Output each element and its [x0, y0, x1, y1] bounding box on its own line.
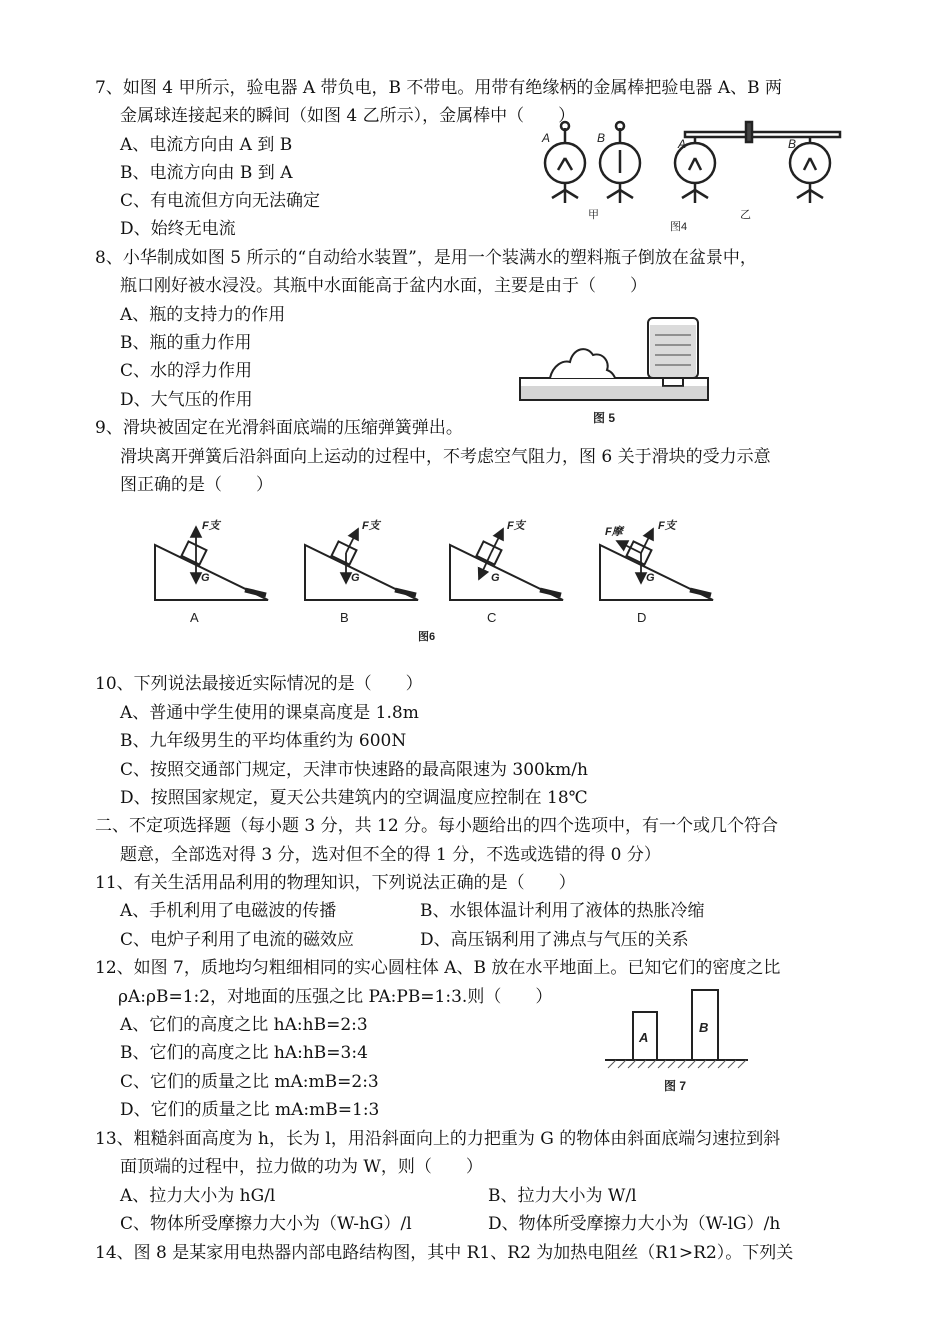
- q11-option-c: C、电炉子利用了电流的磁效应: [120, 930, 355, 950]
- q11-stem: 11、有关生活用品利用的物理知识，下列说法正确的是（ ）: [95, 873, 576, 893]
- fig7-label-a: A: [639, 1030, 649, 1045]
- fig6-label-c: C: [487, 610, 497, 625]
- fig6-caption: 图6: [418, 631, 436, 643]
- q12-option-a: A、它们的高度之比 hA:hB=2:3: [120, 1015, 368, 1035]
- q7-option-b: B、电流方向由 B 到 A: [120, 163, 293, 183]
- q8-stem-line1: 8、小华制成如图 5 所示的“自动给水装置”，是用一个装满水的塑料瓶子倒放在盆景中，: [95, 248, 757, 268]
- q12-stem-line1: 12、如图 7，质地均匀粗细相同的实心圆柱体 A、B 放在水平地面上。已知它们的密度之比: [95, 958, 781, 978]
- section2-line1: 二、不定项选择题（每小题 3 分，共 12 分。每小题给出的四个选项中，有一个或几个符合: [95, 816, 779, 836]
- fig4-label-b2: B: [788, 137, 797, 151]
- fig6-label-d: D: [637, 610, 647, 625]
- q14-stem-line1: 14、图 8 是某家用电热器内部电路结构图，其中 R1、R2 为加热电阻丝（R1>R2）。下列关: [95, 1243, 794, 1263]
- q7-option-d: D、始终无电流: [120, 219, 236, 239]
- q12-option-c: C、它们的质量之比 mA:mB=2:3: [120, 1072, 379, 1092]
- q12-stem-line2: ρA:ρB=1:2，对地面的压强之比 PA:PB=1:3.则（ ）: [118, 987, 553, 1007]
- fig6c-g: G: [491, 572, 500, 584]
- q10-option-b: B、九年级男生的平均体重约为 600N: [120, 731, 407, 751]
- fig5-caption: 图 5: [593, 411, 616, 425]
- fig6b-fsupport: F支: [362, 520, 380, 532]
- q13-option-b: B、拉力大小为 W/l: [488, 1186, 637, 1206]
- q9-stem-line1: 9、滑块被固定在光滑斜面底端的压缩弹簧弹出。: [95, 418, 463, 438]
- fig6a-fsupport: F支: [202, 520, 220, 532]
- fig6b-g: G: [351, 572, 360, 584]
- q7-stem-line1: 7、如图 4 甲所示，验电器 A 带负电，B 不带电。用带有绝缘柄的金属棒把验电器 A、B 两: [95, 78, 782, 98]
- fig6d-ffric: F摩: [605, 526, 623, 538]
- q12-option-b: B、它们的高度之比 hA:hB=3:4: [120, 1043, 368, 1063]
- q10-option-c: C、按照交通部门规定，天津市快速路的最高限速为 300km/h: [120, 760, 588, 780]
- fig4-label-a2: A: [678, 137, 687, 151]
- q7-option-a: A、电流方向由 A 到 B: [120, 135, 293, 155]
- figure-6-force-diagrams: [150, 515, 730, 645]
- q8-option-b: B、瓶的重力作用: [120, 333, 252, 353]
- q13-stem-line2: 面顶端的过程中，拉力做的功为 W，则（ ）: [120, 1157, 483, 1177]
- q9-stem-line2: 滑块离开弹簧后沿斜面向上运动的过程中，不考虑空气阻力，图 6 关于滑块的受力示意: [120, 447, 771, 467]
- q12-option-d: D、它们的质量之比 mA:mB=1:3: [120, 1100, 380, 1120]
- q11-option-a: A、手机利用了电磁波的传播: [120, 901, 337, 921]
- fig4-jia: 甲: [588, 209, 599, 221]
- q8-stem-line2: 瓶口刚好被水浸没。其瓶中水面能高于盆内水面，主要是由于（ ）: [120, 276, 647, 296]
- q13-option-c: C、物体所受摩擦力大小为（W-hG）/l: [120, 1214, 412, 1234]
- fig6-label-a: A: [190, 610, 199, 625]
- q8-option-d: D、大气压的作用: [120, 390, 253, 410]
- q13-stem-line1: 13、粗糙斜面高度为 h，长为 l，用沿斜面向上的力把重为 G 的物体由斜面底端匀速拉到斜: [95, 1129, 781, 1149]
- fig6d-fsupport: F支: [658, 520, 676, 532]
- q9-stem-line3: 图正确的是（ ）: [120, 475, 273, 495]
- q11-option-b: B、水银体温计利用了液体的热胀冷缩: [420, 901, 705, 921]
- section2-line2: 题意，全部选对得 3 分，选对但不全的得 1 分，不选或选错的得 0 分）: [120, 845, 661, 865]
- fig6a-g: G: [201, 572, 210, 584]
- q13-option-a: A、拉力大小为 hG/l: [120, 1186, 276, 1206]
- figure-5-water-device: [515, 310, 715, 428]
- fig4-label-a: A: [542, 131, 551, 145]
- q7-option-c: C、有电流但方向无法确定: [120, 191, 321, 211]
- figure-4-electroscopes: [530, 118, 850, 236]
- fig7-label-b: B: [699, 1020, 709, 1035]
- figure-7-cylinders: [600, 980, 755, 1098]
- fig7-caption: 图 7: [664, 1079, 687, 1093]
- q10-option-a: A、普通中学生使用的课桌高度是 1.8m: [120, 703, 419, 723]
- q13-option-d: D、物体所受摩擦力大小为（W-lG）/h: [488, 1214, 781, 1234]
- fig4-caption: 图4: [670, 221, 688, 233]
- q8-option-a: A、瓶的支持力的作用: [120, 305, 286, 325]
- q11-option-d: D、高压锅利用了沸点与气压的关系: [420, 930, 689, 950]
- fig4-yi: 乙: [740, 209, 751, 221]
- q8-option-c: C、水的浮力作用: [120, 361, 253, 381]
- fig4-label-b: B: [597, 131, 606, 145]
- fig6d-g: G: [646, 572, 655, 584]
- fig6-label-b: B: [340, 610, 349, 625]
- q10-option-d: D、按照国家规定，夏天公共建筑内的空调温度应控制在 18℃: [120, 788, 588, 808]
- q7-stem-line2: 金属球连接起来的瞬间（如图 4 乙所示），金属棒中（ ）: [120, 106, 576, 126]
- fig6c-fsupport: F支: [507, 520, 525, 532]
- q10-stem: 10、下列说法最接近实际情况的是（ ）: [95, 674, 423, 694]
